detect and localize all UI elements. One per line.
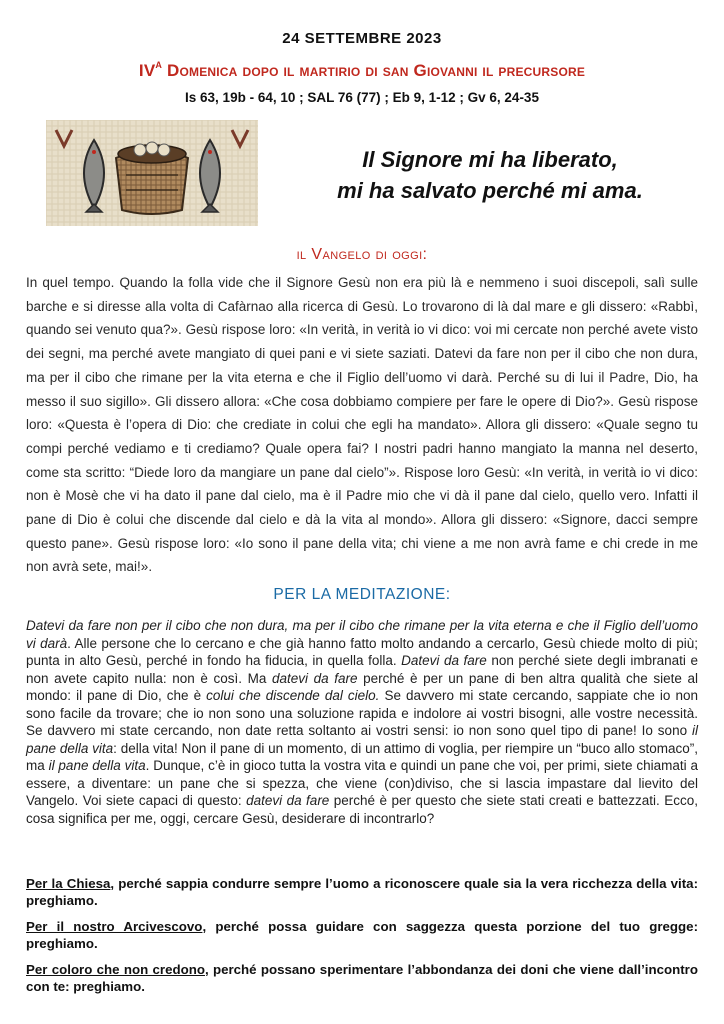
mosaic-loaves-fishes-image — [46, 120, 258, 226]
med-italic-3: Datevi da fare — [401, 653, 487, 668]
prayer-text: , perché possano sperimentare l’abbondanza dei doni che viene dall’incontro con te: — [26, 962, 698, 994]
motto-line-2: mi ha salvato perché mi ama. — [337, 178, 643, 203]
sunday-prefix: IV — [138, 61, 156, 80]
med-span-2: . Alle persone che lo cercano e che già hanno fatto molto andando a cercarlo, Gesù chiede molto di più; punta in alto Gesù, perché in fondo ha fiducia, in quella folla. — [26, 635, 698, 668]
med-span-14: perché è per questo che siete stati creati e battezzati. Ecco, cosa significa per me, oggi, cercare Gesù, desiderare di incontrarlo? — [26, 793, 698, 826]
med-span-4: non perché siete degli imbranati e non avete capito nulla: non è così. Ma — [26, 653, 698, 686]
gospel-title: il Vangelo di oggi: — [296, 246, 428, 263]
prayer-lead: Per la Chiesa — [26, 876, 111, 891]
prayer-response: preghiamo. — [73, 978, 145, 994]
med-italic-11: il pane della vita — [48, 758, 146, 773]
prayer-item — [26, 962, 698, 995]
med-span-12: . Dunque, c’è in gioco tutta la vostra vita e quindi un pane che voi, per primi, siete chiamati a essere, a diventare: un pane che si spezza, che viene (con)diviso, che si lascia impastare dal lievito del Vangelo. Voi siete capaci di questo: — [26, 758, 698, 808]
sunday-sup: A — [155, 60, 163, 70]
med-span-10: : della vita! Non il pane di un momento, di un attimo di voglia, per riempire un “buco allo stomaco”, ma — [26, 740, 698, 773]
date-heading: 24 SETTEMBRE 2023 — [282, 30, 442, 47]
prayer-text: , perché possa guidare con saggezza questa porzione del tuo gregge: — [202, 919, 698, 934]
prayer-lead: Per coloro che non credono — [26, 962, 205, 977]
prayer-text: , perché sappia condurre sempre l’uomo a riconoscere quale sia la vera ricchezza della vita: — [110, 876, 699, 891]
med-italic-1: Datevi da fare non per il cibo che non dura, ma per il cibo che rimane per la vita eterna e che il Figlio dell’uomo vi darà — [26, 618, 698, 651]
meditation-title: PER LA MEDITAZIONE: — [273, 586, 451, 603]
prayer-response: preghiamo. — [26, 892, 98, 908]
prayer-lead: Per il nostro Arcivescovo — [26, 919, 203, 934]
prayer-item — [26, 876, 698, 909]
med-italic-5: datevi da fare — [271, 670, 358, 686]
prayer-response: preghiamo. — [26, 935, 98, 951]
sunday-title — [0, 60, 724, 81]
readings-references: Is 63, 19b - 64, 10 ; SAL 76 (77) ; Eb 9, 1-12 ; Gv 6, 24-35 — [185, 90, 539, 105]
gospel-text: In quel tempo. Quando la folla vide che il Signore Gesù non era più là e nemmeno i suoi discepoli, salì sulle barche e si diresse alla volta di Cafàrnao alla ricerca di Gesù. Lo trovarono di là dal mare e gli dissero: «Rabbì, quando sei venuto qua?». Gesù rispose loro: «In verità, in verità io vi dico: voi mi cercate non perché avete visto dei segni, ma perché avete mangiato di quei pani e vi siete saziati. Datevi da fare non per il cibo che non dura, ma per il cibo che rimane per la vita eterna e che il Figlio dell’uomo vi darà. Perché su di lui il Padre, Dio, ha messo il suo sigillo». Gli dissero allora: «Che cosa dobbiamo compiere per fare le opere di Dio?». Gesù rispose loro: «Questa è l’opera di Dio: che crediate in colui che egli ha mandato». Allora gli dissero: «Quale segno tu compi perché vediamo e ti crediamo? Quale opera fai? I nostri padri hanno mangiato la manna nel deserto, come sta scritto: “Diede loro da mangiare un pane dal cielo”». Rispose loro Gesù: «In verità, in verità io vi dico: non è Mosè che vi ha dato il pane dal cielo, ma è il Padre mio che vi dà il pane dal cielo, quello vero. Infatti il pane di Dio è colui che discende dal cielo e dà la vita al mondo». Allora gli dissero: «Signore, dacci sempre questo pane». Gesù rispose loro: «Io sono il pane della vita; chi viene a me non avrà fame e chi crede in me non avrà sete, mai!». — [26, 275, 698, 575]
med-span-8: Se davvero mi state cercando, sappiate che io non sono facile da trovare; che io non sono una soluzione rapida e indolore ai vostri bisogni, alle vostre necessità. Se davvero mi state cercando, non date retta soltanto ai vostri sensi: io non sono quel tipo di pane! Io sono — [26, 688, 699, 738]
prayer-item — [26, 919, 698, 952]
prayers — [26, 876, 698, 1005]
meditation-text — [26, 617, 698, 827]
med-italic-9: il pane della vita — [26, 723, 698, 756]
sunday-rest: Domenica dopo il martirio di san Giovanni il precursore — [162, 61, 586, 80]
med-italic-7: colui che discende dal cielo. — [206, 688, 380, 703]
motto — [290, 144, 690, 206]
med-span-6: perché è per un pane di ben altra qualità che siete al mondo: il pane di Dio, che è — [26, 670, 698, 703]
motto-line-1: Il Signore mi ha liberato, — [362, 147, 618, 172]
med-italic-13: datevi da fare — [246, 793, 330, 808]
